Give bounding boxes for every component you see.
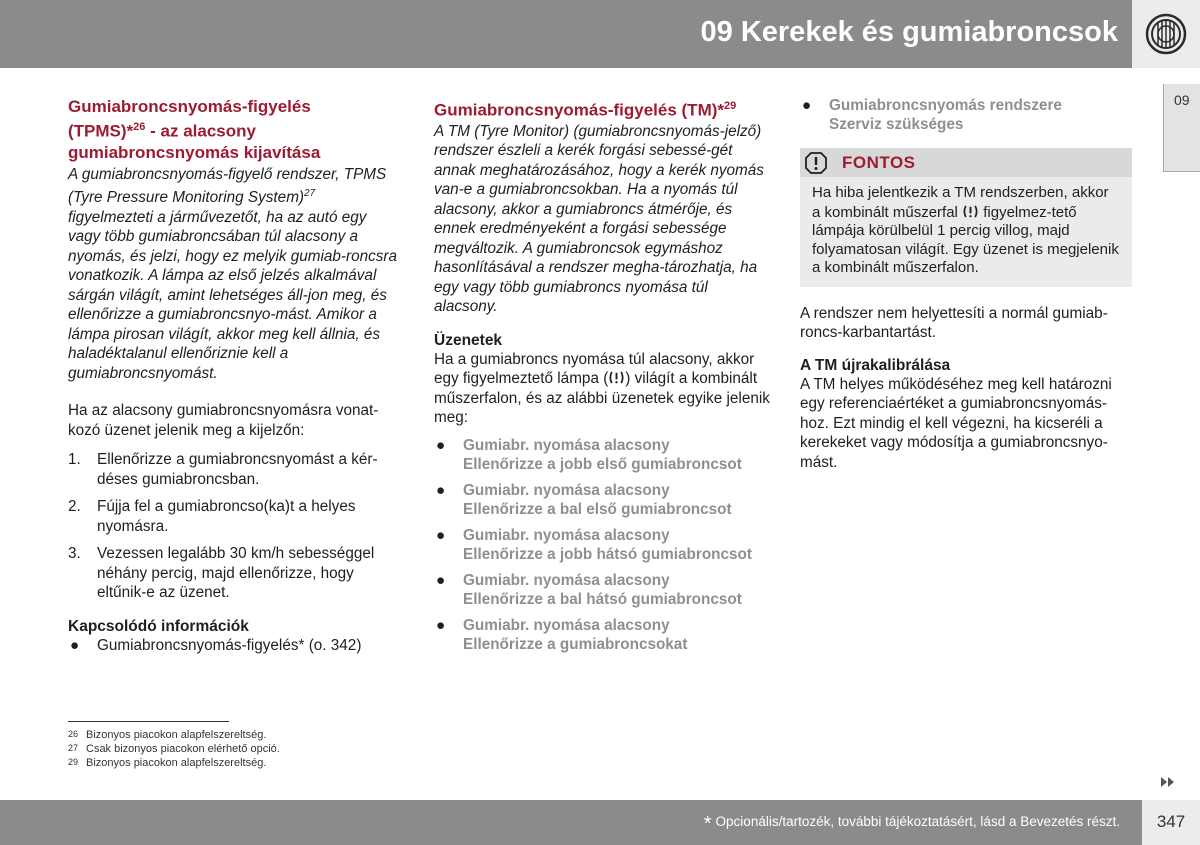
tire-pressure-warning-icon xyxy=(962,203,979,220)
tm-note: A rendszer nem helyettesíti a normál gumiab-roncs-karbantartást. xyxy=(800,304,1108,341)
tire-icon-box xyxy=(1132,0,1200,68)
footnote: 26 Bizonyos piacokon alapfelszereltség. xyxy=(68,729,267,741)
messages-heading: Üzenetek xyxy=(434,331,503,349)
list-item: 1. Ellenőrizze a gumiabroncsnyomást a kér-déses gumiabroncsban. xyxy=(68,451,378,488)
tpms-intro: A gumiabroncsnyomás-figyelő rendszer, TPMS (Tyre Pressure Monitoring System)$^{27}$ figyelmezteti a járművezetőt, ha az autó egy vagy több gumiabroncsában túl alacsony a nyomás, és jelzi, hogy ez melyik gumiab-roncsra vonatkozik. A lámpa az első jelzés alkalmával sárgán világít, amint lehetséges áll-jon meg, és ellenőrizze a gumiabroncsnyo-mást. Amikor a lámpa pirosan világít, akkor meg kell állnia, és haladéktalanul ellenőriznie kell a gumiabroncsnyomást. xyxy=(68,165,398,382)
list-item: ● Gumiabr. nyomása alacsony Ellenőrizze a gumiabroncsokat xyxy=(436,616,688,653)
warning-icon xyxy=(804,151,828,175)
chapter-tab[interactable]: 09 xyxy=(1163,84,1200,172)
recalibration-heading: A TM újrakalibrálása xyxy=(800,356,951,374)
related-info-link[interactable]: ● Gumiabroncsnyomás-figyelés* (o. 342) xyxy=(70,636,362,654)
footnote-divider xyxy=(68,721,229,722)
service-message-list xyxy=(800,96,1132,134)
list-item: ● Gumiabr. nyomása alacsony Ellenőrizze a jobb hátsó gumiabroncsot xyxy=(436,526,752,563)
important-box xyxy=(800,148,1132,287)
important-header xyxy=(800,148,1132,177)
list-item: ● Gumiabr. nyomása alacsony Ellenőrizze a jobb első gumiabroncsot xyxy=(436,436,742,473)
tire-pressure-warning-icon xyxy=(608,369,625,386)
important-text: Ha hiba jelentkezik a TM rendszerben, akkor a kombinált műszerfal figyelmez-tető lámpája körülbelül 1 percig villog, majd folyamatosan világít. Egy üzenet is megjelenik a kombinált műszerfalon. xyxy=(812,184,1119,276)
column-2 xyxy=(434,96,770,661)
recalibration-text: A TM helyes működéséhez meg kell határozni egy referenciaértéket a gumiabroncsnyomás-hoz. Ezt mindig el kell végezni, ha kicseréli a kerekeket vagy módosítja a gumiabroncsnyo-mást. xyxy=(800,375,1112,471)
step-list xyxy=(68,450,400,603)
chapter-title: 09 Kerekek és gumiabroncsok xyxy=(700,16,1118,48)
next-page-arrows-icon[interactable] xyxy=(1160,776,1176,788)
section-heading-tpms: Gumiabroncsnyomás-figyelés (TPMS)*$^{26}$ - az alacsony gumiabroncsnyomás kijavítása xyxy=(68,97,321,162)
page-number: 347 xyxy=(1142,800,1200,845)
message-list xyxy=(434,436,770,654)
tpms-paragraph: Ha az alacsony gumiabroncsnyomásra vonat-kozó üzenet jelenik meg a kijelzőn: xyxy=(68,402,379,439)
tire-icon xyxy=(1145,13,1187,55)
footnote: 27 Csak bizonyos piacokon elérhető opció. xyxy=(68,743,280,755)
list-item: 3. Vezessen legalább 30 km/h sebességgel néhány percig, majd ellenőrizze, hogy eltűnik-e az üzenet. xyxy=(68,545,375,602)
footer-bar xyxy=(0,800,1142,845)
footnote: 29 Bizonyos piacokon alapfelszereltség. xyxy=(68,757,267,769)
tm-intro: A TM (Tyre Monitor) (gumiabroncsnyomás-jelző) rendszer észleli a kerék forgási sebessé-gét annak meghatározásához, hogy a kerék nyomás van-e a gumiabroncsokban. Ha a nyomás túl alacsony, akkor a gumiabroncs átmérője, és ennek eredményeként a forgási sebessége megváltozik. A gumiabroncsok egymáshoz hasonlításával a rendszer megha-tározhatja, ha egy vagy több gumiabroncs nyomása túl alacsony. xyxy=(434,122,764,316)
column-3 xyxy=(800,96,1132,472)
footer-note: * Opcionális/tartozék, további tájékoztatásért, lásd a Bevezetés részt. xyxy=(703,813,1120,835)
messages-intro: Ha a gumiabroncs nyomása túl alacsony, akkor egy figyelmeztető lámpa ( ) világít a kombinált műszerfalon, és az alábbi üzenetek egyike jelenik meg: xyxy=(434,350,770,427)
list-item: ● Gumiabr. nyomása alacsony Ellenőrizze a bal hátsó gumiabroncsot xyxy=(436,571,742,608)
related-info-list xyxy=(68,636,400,655)
list-item: ● Gumiabr. nyomása alacsony Ellenőrizze a bal első gumiabroncsot xyxy=(436,481,732,518)
chapter-header-bar xyxy=(0,0,1132,68)
section-heading-tm: Gumiabroncsnyomás-figyelés (TM)*$^{29}$ xyxy=(434,100,737,120)
important-label: FONTOS xyxy=(842,152,916,172)
list-item: ● Gumiabroncsnyomás rendszere Szerviz szükséges xyxy=(802,97,1062,133)
related-info-heading: Kapcsolódó információk xyxy=(68,617,249,635)
column-1 xyxy=(68,96,400,655)
list-item: 2. Fújja fel a gumiabroncso(ka)t a helyes nyomásra. xyxy=(68,498,356,535)
